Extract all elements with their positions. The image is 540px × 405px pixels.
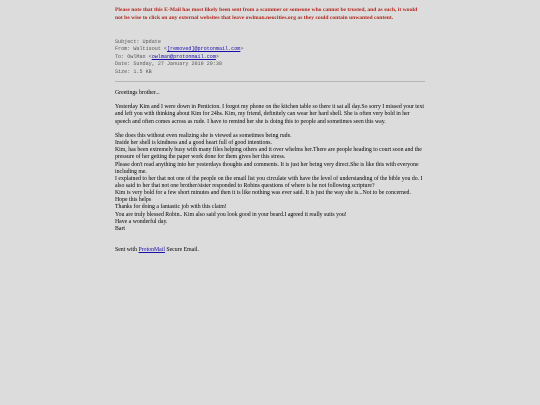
paragraph: I explained to her that not one of the people on the email list you circulate with have the level of understanding of the bible you do. I also said to her that not one brother/sister responded to Robins questions of where is he not following scripture? xyxy=(115,175,423,189)
paragraph: Thanks for doing a fantastic job with this claim! xyxy=(115,204,227,211)
spacer xyxy=(115,233,425,240)
size-label: Size: xyxy=(115,68,131,75)
from-email-link[interactable]: [removed]@protonmail.com xyxy=(166,46,241,53)
sent-with-line xyxy=(115,247,425,254)
to-row xyxy=(115,54,243,61)
greeting: Greetings brother... xyxy=(115,90,160,96)
date-value: Sunday, 27 January 2019 20:38 xyxy=(133,61,223,68)
spacer xyxy=(115,126,425,133)
from-name: Waltisout < xyxy=(133,46,167,53)
from-close: > xyxy=(240,46,244,53)
to-label: To: xyxy=(115,53,125,60)
from-row xyxy=(115,46,243,53)
date-label: Date: xyxy=(115,61,131,68)
header-divider xyxy=(115,81,425,82)
paragraph: Kim is very bold for a few short minutes and then it is like nothing was ever said. It is just the way she is...Not to be concerned. xyxy=(115,190,411,197)
to-close: > xyxy=(215,53,219,60)
size-value: 1.5 KB xyxy=(133,68,152,75)
to-email-link[interactable]: owlman@protonmail.com xyxy=(151,53,216,60)
date-row xyxy=(115,61,243,68)
to-name: OwlMan < xyxy=(127,53,152,60)
email-body xyxy=(115,90,425,255)
paragraph: Have a wonderful day. xyxy=(115,218,168,225)
paragraph: Inside her shell is kindness and a good heart full of good intentions. xyxy=(115,140,272,147)
subject-label: Subject: xyxy=(115,39,140,45)
from-label: From: xyxy=(115,46,131,53)
paragraph: You are truly blessed Robin.. Kim also said you look good in your beard.I agreed it really suits you! xyxy=(115,211,347,218)
email-headers xyxy=(115,39,243,76)
subject-row xyxy=(115,39,243,46)
paragraph: Kim, has been extremely busy with many files helping others and it over whelms her.There are people heading to court soon and the pressure of her getting the paper work done for them gives her this stress. xyxy=(115,147,422,161)
spacer xyxy=(115,240,425,247)
sent-suffix: Secure Email. xyxy=(164,247,199,254)
paragraph: She does this without even realizing she is viewed as sometimes being rude. xyxy=(115,132,292,139)
paragraph: Yesterday Kim and I were down in Penticton. I forgot my phone on the kitchen table so there it sat all day.So sorry I missed your text and left you with thinking about Kim for 24hs. Kim, my friend, definitely can wear her hard shell. She is often very bold in her speech and often comes across as rude. I have to remind her she is doing this to people and sometimes seen this way. xyxy=(115,104,425,125)
size-row xyxy=(115,69,243,76)
sent-prefix: Sent with xyxy=(115,247,139,254)
protonmail-link[interactable]: ProtonMail xyxy=(138,247,165,254)
scam-warning: Please note that this E-Mail has most likely been sent from a scammer or someone who cannot be trusted, and as such, it would not be wise to click on any external websites that leave owlman.neocities.org as they could contain unwanted content. xyxy=(115,7,418,21)
signature: Bart xyxy=(115,225,125,232)
subject-value: Update xyxy=(142,39,161,45)
paragraph: Please don't read anything into her yesterdays thoughts and comments. It is just her being very direct.She is like this with everyone including me. xyxy=(115,161,419,175)
paragraph: Hope this helps xyxy=(115,197,152,204)
